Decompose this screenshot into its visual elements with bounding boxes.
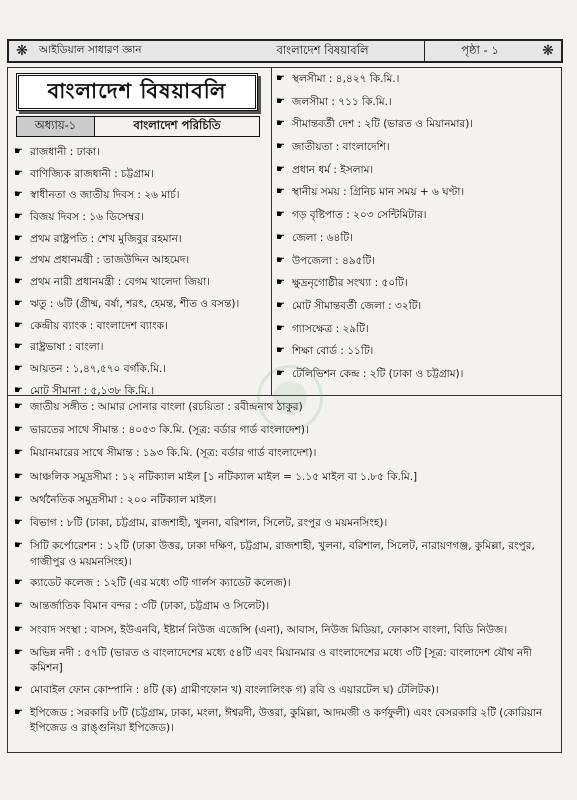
list-item <box>276 276 558 299</box>
fact-text: ক্যাডেট কলেজ : ১২টি (এর মধ্যে ৩টি গার্লস ক্যাডেট কলেজ)। <box>30 577 291 590</box>
pointing-hand-icon: ☛ <box>14 211 23 223</box>
list-item <box>14 232 268 254</box>
list-item <box>14 400 558 423</box>
list-item <box>276 95 558 118</box>
section-title: বাংলাদেশ বিষয়াবলি <box>276 42 369 57</box>
pointing-hand-icon: ☛ <box>14 189 23 201</box>
pointing-hand-icon: ☛ <box>14 319 23 331</box>
pointing-hand-icon: ☛ <box>14 401 23 412</box>
fact-text: জাতীয় সঙ্গীত : আমার সোনার বাংলা (রচয়িতা : রবীন্দ্রনাথ ঠাকুর) <box>30 401 303 413</box>
pointing-hand-icon: ☛ <box>14 384 23 396</box>
chapter-name: বাংলাদেশ পরিচিতি <box>133 118 221 132</box>
pointing-hand-icon: ☛ <box>276 163 285 175</box>
list-item <box>14 340 268 362</box>
fact-text: ইপিজেড : সরকারি ৮টি (চট্টগ্রাম, ঢাকা, মংলা, ঈশ্বরদী, উত্তরা, কুমিল্লা, আদমজী ও কর্ণফুলী) এবং বেসরকারি ২টি (কোরিয়ান ইপিজেড ও রাঙ্গুনিয়া ইপিজেড)। <box>30 706 543 735</box>
pointing-hand-icon: ☛ <box>14 683 23 695</box>
fact-text: গ্যাসক্ষেত্র : ২৯টি। <box>292 322 369 335</box>
pointing-hand-icon: ☛ <box>14 540 23 552</box>
list-item <box>14 188 268 210</box>
pointing-hand-icon: ☛ <box>14 577 23 589</box>
pointing-hand-icon: ☛ <box>14 470 23 482</box>
fact-text: মিয়ানমারের সাথে সীমান্ত : ১৯৩ কি.মি. (সূত্র: বর্ডার গার্ড বাংলাদেশ)। <box>30 447 317 460</box>
pointing-hand-icon: ☛ <box>276 367 285 379</box>
fact-text: বিজয় দিবস : ১৬ ডিসেম্বর। <box>30 211 144 224</box>
column-divider <box>271 67 272 396</box>
list-item <box>14 539 558 576</box>
pointing-hand-icon: ☛ <box>276 118 285 130</box>
fact-text: অর্থনৈতিক সমুদ্রসীমা : ২০০ নটিক্যাল মাইল। <box>30 493 217 506</box>
page-number: পৃষ্ঠা - ১ <box>424 41 535 61</box>
fact-text: আঞ্চলিক সমুদ্রসীমা : ১২ নটিক্যাল মাইল [১ নটিক্যাল মাইল = ১.১৫ মাইল বা ১.৮৫ কি.মি.] <box>30 470 418 483</box>
pointing-hand-icon: ☛ <box>276 254 285 266</box>
fact-text: প্রথম নারী প্রধানমন্ত্রী : বেগম খালেদা জিয়া। <box>30 276 211 289</box>
list-item <box>276 231 558 254</box>
fact-text: মোট সীমানা : ৫,১৩৮ কি.মি.। <box>30 384 155 397</box>
pointing-hand-icon: ☛ <box>276 231 285 243</box>
list-item <box>14 362 268 384</box>
list-item <box>14 319 268 341</box>
fact-text: বাণিজ্যিক রাজধানী : চট্টগ্রাম। <box>30 167 154 180</box>
pointing-hand-icon: ☛ <box>276 322 285 334</box>
fact-text: রাষ্ট্রভাষা : বাংলা। <box>30 341 104 354</box>
list-item <box>14 706 558 743</box>
fact-text: মোবাইল ফোন কোম্পানি : ৪টি (ক) গ্রামীণফোন খ) বাংলালিংক গ) রবি ও এয়ারটেল ঘ) টেলিটক)। <box>30 683 439 696</box>
list-item <box>276 344 558 367</box>
fact-text: ঋতু : ৬টি (গ্রীষ্ম, বর্ষা, শরৎ, হেমন্ত, শীত ও বসন্ত)। <box>30 297 240 310</box>
list-item <box>14 145 268 167</box>
fact-text: গড় বৃষ্টিপাত : ২০৩ সেন্টিমিটার। <box>292 209 427 222</box>
fact-text: রাজধানী : ঢাকা। <box>30 146 100 158</box>
list-item <box>276 140 558 163</box>
fact-text: প্রথম রাষ্ট্রপতি : শেখ মুজিবুর রহমান। <box>30 232 182 245</box>
fact-text: টেলিভিশন কেন্দ্র : ২টি (ঢাকা ও চট্টগ্রাম)। <box>292 367 464 380</box>
fact-text: আন্তর্জাতিক বিমান বন্দর : ৩টি (ঢাকা, চট্টগ্রাম ও সিলেট)। <box>30 600 270 613</box>
list-item <box>14 297 268 319</box>
list-item <box>276 367 558 390</box>
fact-text: জলসীমা : ৭১১ কি.মি.। <box>292 95 392 108</box>
list-item <box>276 322 558 345</box>
page-title: বাংলাদেশ বিষয়াবলি <box>16 73 258 111</box>
fact-text: উপজেলা : ৪৯৫টি। <box>292 254 375 267</box>
chapter-number: অধ্যায়-১ <box>17 117 95 136</box>
pointing-hand-icon: ☛ <box>14 341 23 353</box>
list-item <box>14 599 558 622</box>
left-fact-list <box>14 145 268 405</box>
pointing-hand-icon: ☛ <box>14 297 23 309</box>
list-item <box>14 470 558 493</box>
list-item <box>14 683 558 706</box>
fact-text: জাতীয়তা : বাংলাদেশি। <box>292 141 390 154</box>
right-fact-list <box>276 72 558 390</box>
list-item <box>276 254 558 277</box>
pointing-hand-icon: ☛ <box>14 362 23 374</box>
pointing-hand-icon: ☛ <box>14 254 23 266</box>
flower-icon: ❋ <box>542 43 554 59</box>
list-item <box>276 117 558 140</box>
pointing-hand-icon: ☛ <box>276 277 285 289</box>
list-item <box>276 163 558 186</box>
pointing-hand-icon: ☛ <box>14 623 23 635</box>
list-item <box>276 185 558 208</box>
list-item <box>14 167 268 189</box>
fact-text: প্রধান ধর্ম : ইসলাম। <box>292 163 374 176</box>
pointing-hand-icon: ☛ <box>276 345 285 357</box>
fact-text: প্রথম প্রধানমন্ত্রী : তাজউদ্দিন আহমেদ। <box>30 254 190 267</box>
list-item <box>14 446 558 469</box>
pointing-hand-icon: ☛ <box>276 209 285 221</box>
pointing-hand-icon: ☛ <box>14 232 23 244</box>
fact-text: শিক্ষা বোর্ড : ১১টি। <box>292 345 374 358</box>
list-item <box>14 275 268 297</box>
fact-text: সংবাদ সংস্থা : বাসস, ইউএনবি, ইষ্টার্ন নিউজ এজেন্সি (এনা), আবাস, নিউজ মিডিয়া, ফোকাস বাংলা, বিডি নিউজ। <box>30 623 508 636</box>
fact-text: স্থলসীমা : ৪,৪২৭ কি.মি.। <box>292 73 400 85</box>
pointing-hand-icon: ☛ <box>14 447 23 459</box>
list-item <box>14 423 558 446</box>
list-item <box>14 493 558 516</box>
list-item <box>276 208 558 231</box>
chapter-heading <box>16 116 260 137</box>
fact-text: ক্ষুদ্রনৃগোষ্ঠীর সংখ্যা : ৫০টি। <box>292 277 408 290</box>
pointing-hand-icon: ☛ <box>276 299 285 311</box>
pointing-hand-icon: ☛ <box>14 424 23 436</box>
fact-text: স্থানীয় সময় : গ্রিনিচ মান সময় + ৬ ঘণ্টা। <box>292 186 465 199</box>
list-item <box>14 253 268 275</box>
fact-text: সীমান্তবর্তী দেশ : ২টি (ভারত ও মিয়ানমার)। <box>292 118 474 131</box>
list-item <box>14 516 558 539</box>
pointing-hand-icon: ☛ <box>14 646 23 658</box>
fact-text: অভিন্ন নদী : ৫৭টি (ভারত ও বাংলাদেশের মধ্যে ৫৪টি এবং মিয়ানমার ও বাংলাদেশের মধ্যে ৩টি [সূত্র: বাংলাদেশ যৌথ নদী কমিশন] <box>30 646 532 675</box>
bottom-fact-list <box>14 400 558 743</box>
list-item <box>14 210 268 232</box>
pointing-hand-icon: ☛ <box>276 186 285 198</box>
pointing-hand-icon: ☛ <box>14 146 23 157</box>
fact-text: স্বাধীনতা ও জাতীয় দিবস : ২৬ মার্চ। <box>30 189 180 202</box>
pointing-hand-icon: ☛ <box>276 95 285 107</box>
fact-text: জেলা : ৬৪টি। <box>292 231 353 244</box>
pointing-hand-icon: ☛ <box>14 276 23 288</box>
pointing-hand-icon: ☛ <box>14 493 23 505</box>
pointing-hand-icon: ☛ <box>276 73 285 84</box>
list-item <box>14 576 558 599</box>
page-header <box>7 39 563 63</box>
list-item <box>276 299 558 322</box>
list-item <box>14 646 558 683</box>
fact-text: আয়তন : ১,৪৭,৫৭০ বর্গকি.মি.। <box>30 362 167 375</box>
fact-text: সিটি কর্পোরেশন : ১২টি (ঢাকা উত্তর, ঢাকা দক্ষিণ, চট্টগ্রাম, রাজশাহী, খুলনা, বরিশাল, সিলেট, নারায়ণগঞ্জ, কুমিল্লা, রংপুর, গাজীপুর ও ময়মনসিংহ)। <box>30 540 535 568</box>
fact-text: বিভাগ : ৮টি (ঢাকা, চট্টগ্রাম, রাজশাহী, খুলনা, বরিশাল, সিলেট, রংপুর ও ময়মনসিংহ)। <box>30 516 388 529</box>
pointing-hand-icon: ☛ <box>276 141 285 153</box>
fact-text: ভারতের সাথে সীমান্ত : ৪০৫৩ কি.মি. (সূত্র: বর্ডার গার্ড বাংলাদেশ)। <box>30 424 309 437</box>
pointing-hand-icon: ☛ <box>14 516 23 528</box>
pointing-hand-icon: ☛ <box>14 167 23 179</box>
list-item <box>276 72 558 95</box>
flower-icon: ❋ <box>16 43 28 59</box>
pointing-hand-icon: ☛ <box>14 600 23 612</box>
pointing-hand-icon: ☛ <box>14 706 23 718</box>
list-item <box>14 623 558 646</box>
fact-text: মোট সীমান্তবর্তী জেলা : ৩২টি। <box>292 299 422 312</box>
book-title: আইডিয়াল সাধারণ জ্ঞান <box>39 43 142 56</box>
fact-text: কেন্দ্রীয় ব্যাংক : বাংলাদেশ ব্যাংক। <box>30 319 168 332</box>
